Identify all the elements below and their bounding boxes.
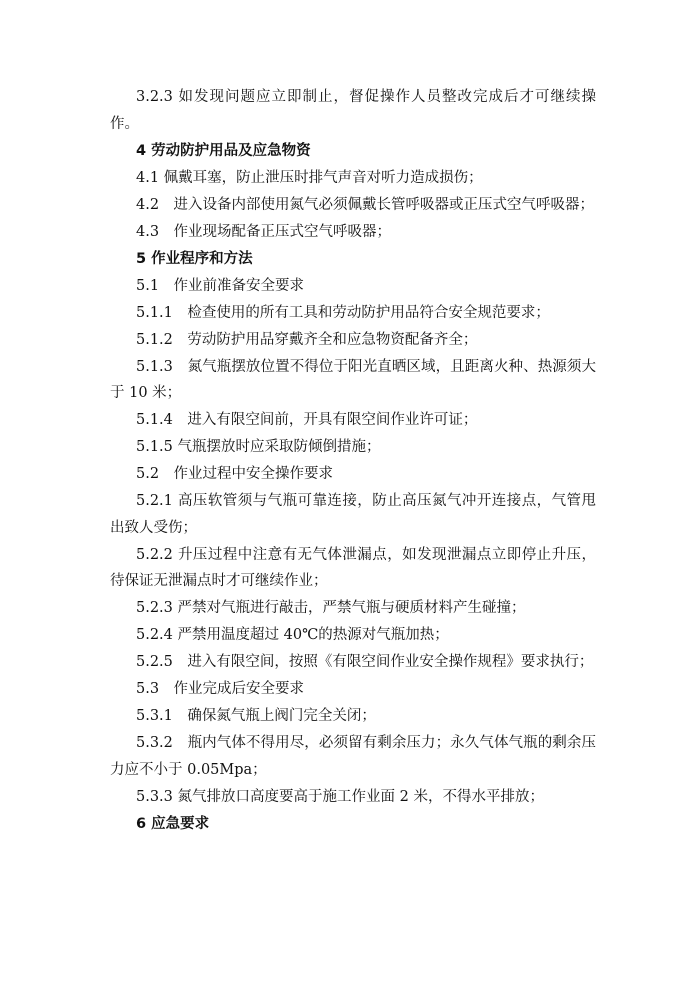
paragraph-5-3-3: 5.3.3 氮气排放口高度要高于施工作业面 2 米，不得水平排放； bbox=[136, 788, 544, 805]
paragraph-5-1-3: 5.1.3 氮气瓶摆放位置不得位于阳光直晒区域，且距离火种、热源须大于 10 米； bbox=[110, 358, 596, 401]
paragraph-5-1-5: 5.1.5 气瓶摆放时应采取防倾倒措施； bbox=[136, 439, 381, 455]
heading-section-4: 4 劳动防护用品及应急物资 bbox=[136, 142, 311, 159]
paragraph-5-1-1: 5.1.1 检查使用的所有工具和劳动防护用品符合安全规范要求； bbox=[136, 304, 550, 321]
paragraph-4-1: 4.1 佩戴耳塞，防止泄压时排气声音对听力造成损伤； bbox=[136, 169, 483, 186]
paragraph-5-2: 5.2 作业过程中安全操作要求 bbox=[136, 466, 334, 482]
paragraph-5-3-2: 5.3.2 瓶内气体不得用尽，必须留有剩余压力；永久气体气瓶的剩余压力应不小于 0.05Mpa； bbox=[110, 735, 596, 778]
paragraph-5-1-2: 5.1.2 劳动防护用品穿戴齐全和应急物资配备齐全； bbox=[136, 331, 478, 348]
paragraph-5-2-5: 5.2.5 进入有限空间，按照《有限空间作业安全操作规程》要求执行； bbox=[136, 654, 594, 670]
paragraph-5-1-4: 5.1.4 进入有限空间前，开具有限空间作业许可证； bbox=[136, 412, 478, 428]
heading-section-5: 5 作业程序和方法 bbox=[136, 250, 253, 267]
paragraph-4-2: 4.2 进入设备内部使用氮气必须佩戴长管呼吸器或正压式空气呼吸器； bbox=[136, 196, 595, 213]
paragraph-5-2-4: 5.2.4 严禁用温度超过 40℃的热源对气瓶加热； bbox=[136, 627, 449, 643]
document-body bbox=[110, 84, 596, 838]
paragraph-5-3-1: 5.3.1 确保氮气瓶上阀门完全关闭； bbox=[136, 708, 376, 724]
paragraph-5-2-2: 5.2.2 升压过程中注意有无气体泄漏点，如发现泄漏点立即停止升压，待保证无泄漏点时才可继续作业； bbox=[110, 546, 596, 589]
paragraph-5-2-1: 5.2.1 高压软管须与气瓶可靠连接，防止高压氮气冲开连接点，气管甩出致人受伤； bbox=[110, 493, 596, 536]
paragraph-5-1: 5.1 作业前准备安全要求 bbox=[136, 277, 305, 294]
paragraph-5-3: 5.3 作业完成后安全要求 bbox=[136, 681, 305, 697]
heading-section-6: 6 应急要求 bbox=[136, 815, 210, 832]
paragraph-4-3: 4.3 作业现场配备正压式空气呼吸器； bbox=[136, 223, 392, 240]
paragraph-5-2-3: 5.2.3 严禁对气瓶进行敲击，严禁气瓶与硬质材料产生碰撞； bbox=[136, 600, 526, 616]
paragraph-3-2-3: 3.2.3 如发现问题应立即制止，督促操作人员整改完成后才可继续操作。 bbox=[110, 89, 596, 132]
